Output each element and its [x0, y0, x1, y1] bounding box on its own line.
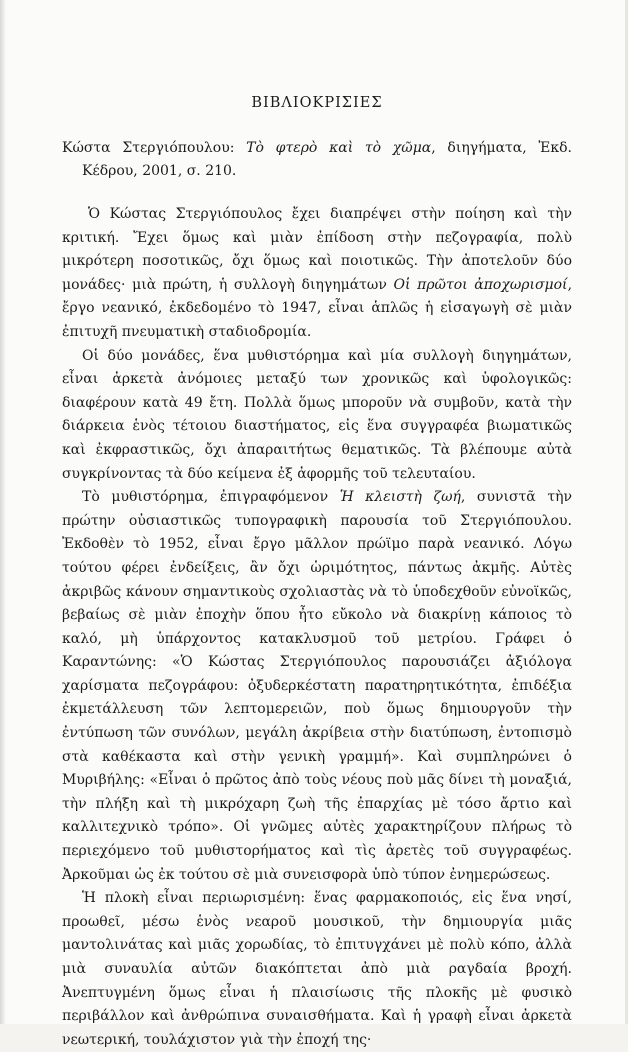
section-heading: ΒΙΒΛΙΟΚΡΙΣΙΕΣ	[251, 95, 383, 111]
paragraph-text: , ἔργο νεανικό, ἐκδεδομένο τὸ 1947, εἶναι ἁπλῶς ἡ εἰσαγωγὴ σὲ μιὰν ἐπιτυχῆ πνευματικὴ σταδιοδρομία.	[62, 276, 573, 340]
paragraph-text: Τὸ μυθιστόρημα, ἐπιγραφόμενον	[82, 489, 340, 506]
book-citation	[62, 137, 572, 183]
paragraph-text: Οἱ δύο μονάδες, ἕνα μυθιστόρημα καὶ μία συλλογὴ διηγημάτων, εἶναι ἀρκετὰ ἀνόμοιες μεταξύ των χρονικῶς καὶ ὑφολογικῶς: διαφέρουν κατὰ 49 ἔτη. Πολλὰ ὅμως μποροῦν νὰ συμβοῦν, κατὰ τὴν διάρκεια ἑνὸς τέτοιου διαστήματος, εἰς ἕνα συγγραφέα βιωματικῶς καὶ ἐκφραστικῶς, ὄχι ἀπαραιτήτως θεματικῶς. Τὰ βλέπουμε αὐτὰ συγκρίνοντας τὰ δύο κείμενα ἐξ ἀφορμῆς τοῦ τελευταίου.	[62, 347, 572, 482]
review-body	[62, 203, 572, 1052]
review-paragraph	[62, 486, 572, 887]
review-paragraph	[62, 887, 572, 1052]
review-paragraph	[62, 203, 572, 345]
paragraph-text: Ὁ Κώστας Στεργιόπουλος ἔχει διαπρέψει στὴν ποίηση καὶ τὴν κριτική. Ἔχει ὅμως καὶ μιὰν ἐπίδοση στὴν πεζογραφία, πολὺ μικρότερη ποσοτικῶς, ὄχι ὅμως καὶ ποιοτικῶς. Τὴν ἀποτελοῦν δύο μονάδες· μιὰ πρώτη, ἡ συλλογὴ διηγημάτων	[62, 206, 572, 293]
citation-title: Τὸ φτερὸ καὶ τὸ χῶμα	[246, 140, 432, 156]
page-content	[62, 95, 572, 1052]
paragraph-text: Ἡ πλοκὴ εἶναι περιωρισμένη: ἕνας φαρμακοποιός, εἰς ἕνα νησί, προωθεῖ, μέσω ἑνὸς νεαροῦ μουσικοῦ, τὴν δημιουργία μιᾶς μαντολινάτας καὶ μιᾶς χορωδίας, τὸ ἐπιτυγχάνει μὲ πολὺ κόπο, ἀλλὰ μιὰ συναυλία αὐτῶν διακόπτεται ἀπὸ μιὰ ραγδαία βροχή. Ἀνεπτυγμένη ὅμως εἶναι ἡ πλαισίωσις τῆς πλοκῆς μὲ φυσικὸ περιβάλλον καὶ ἀνθρώπινα συναισθήματα. Καὶ ἡ γραφὴ εἶναι ἀρκετὰ νεωτερική, τουλάχιστον γιὰ τὴν ἐποχή της·	[62, 890, 572, 1048]
citation-author: Κώστα Στεργιόπουλου:	[62, 140, 247, 156]
paragraph-text: , συνιστᾶ τὴν πρώτην οὐσιαστικῶς τυπογραφικὴ παρουσία τοῦ Στεργιόπουλου. Ἐκδοθὲν τὸ 1952, εἶναι ἔργο μᾶλλον πρώϊμο παρὰ νεανικό. Λόγω τούτου φέρει ἐνδείξεις, ἂν ὄχι ὡριμότητος, πάντως ἀκμῆς. Αὐτὲς ἀκριβῶς κάνουν σημαντικοὺς σχολιαστὰς νὰ τὸ ὑποδεχθοῦν εὐνοϊκῶς, βεβαίως σὲ μιὰν ἐποχὴν ὅπου ἦτο εὔκολο νὰ διακρίνῃ κάποιος τὸ καλό, μὴ ὑπάρχοντος κατακλυσμοῦ τοῦ μετρίου. Γράφει ὁ Καραντώνης: «Ὁ Κώστας Στεργιόπουλος παρουσιάζει ἀξιόλογα χαρίσματα πεζογράφου: ὀξυδερκέστατη παρατηρητικότητα, ἐπιδέξια ἐκμετάλλευση τῶν λεπτομερειῶν, ποὺ ὅμως δημιουργοῦν τὴν ἐντύπωση τῶν συνόλων, μεγάλη ἀκρίβεια στὴν διατύπωση, ἐντοπισμὸ στὰ καθέκαστα καὶ στὴν γενικὴ γραμμή». Καὶ συμπληρώνει ὁ Μυριβήλης: «Εἶναι ὁ πρῶτος ἀπὸ τοὺς νέους ποὺ μᾶς δίνει τὴ μοναξιά, τὴν πλήξη καὶ τὴ μικρόχαρη ζωὴ τῆς ἐπαρχίας μὲ τόσο ἄρτιο καὶ καλλιτεχνικὸ τρόπο». Οἱ γνῶμες αὐτὲς χαρακτηρίζουν πλήρως τὸ περιεχόμενο τοῦ μυθιστορήματος καὶ τὶς ἀρετὲς τοῦ συγγραφέως. Ἀρκοῦμαι ὡς ἐκ τούτου σὲ μιὰ συνεισφορὰ ὑπὸ τύπον ἐνημερώσεως.	[62, 489, 572, 883]
book-title-italic: Οἱ πρῶτοι ἀποχωρισμοί	[393, 276, 568, 293]
citation-details: , διηγήματα, Ἐκδ. Κέδρου, 2001, σ. 210.	[82, 140, 572, 179]
review-paragraph	[62, 345, 572, 487]
scan-shadow-left	[0, 0, 6, 1024]
book-title-italic: Ἡ κλειστὴ ζωή	[339, 489, 461, 506]
